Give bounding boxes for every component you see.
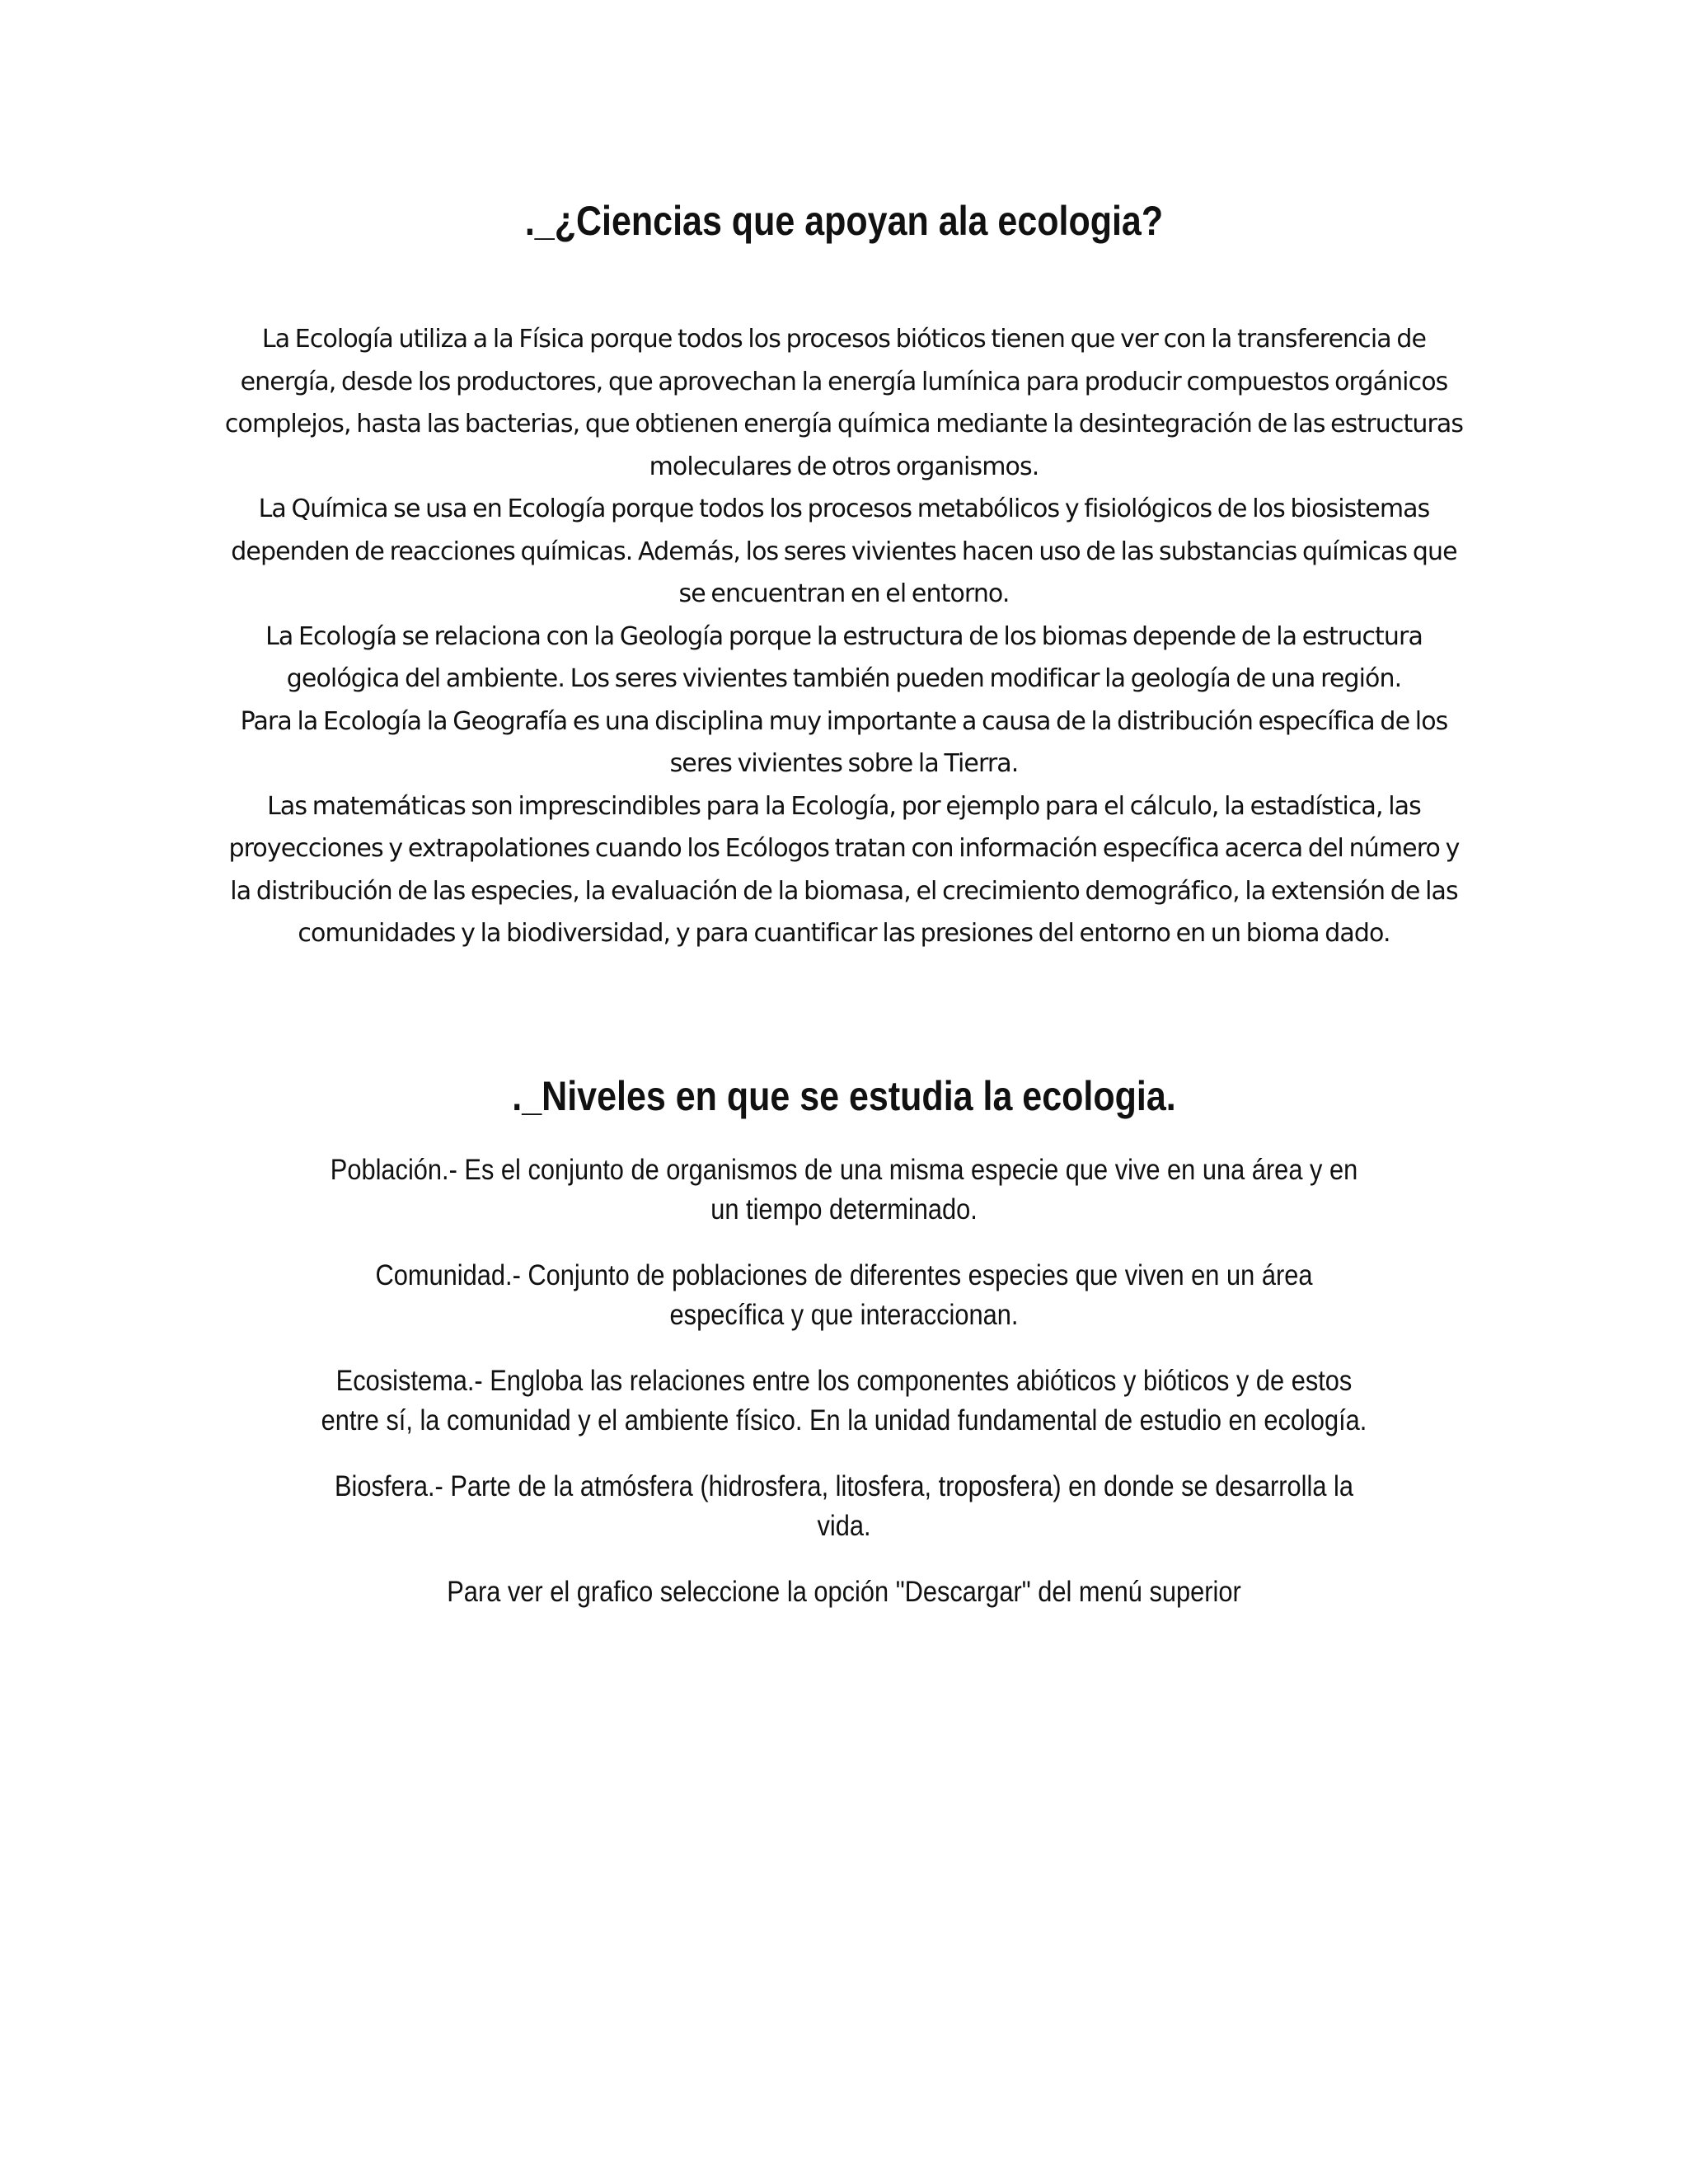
paragraph-chemistry: La Química se usa en Ecología porque todos los procesos metabólicos y fisiológicos de los biosistemas dependen de reacciones químicas. Además, los seres vivientes hacen uso de las substancias químicas que se encuentran en el entorno. xyxy=(231,494,1457,608)
paragraph-mathematics: Las matemáticas son imprescindibles para la Ecología, por ejemplo para el cálculo, la estadística, las proyecciones y extrapolationes cuando los Ecólogos tratan con información específica acerca del número y la distribución de las especies, la evaluación de la biomasa, el crecimiento demográfico, la extensión de las comunidades y la biodiversidad, y para cuantificar las presiones del entorno en un bioma dado. xyxy=(228,791,1460,948)
paragraph-biosphere: Biosfera.- Parte de la atmósfera (hidrosfera, litosfera, troposfera) en donde se desarrolla la vida. xyxy=(334,1470,1354,1542)
heading-container xyxy=(223,1071,1465,1121)
paragraph-geography: Para la Ecología la Geografía es una disciplina muy importante a causa de la distribución específica de los seres vivientes sobre la Tierra. xyxy=(240,706,1448,778)
paragraph-community: Comunidad.- Conjunto de poblaciones de diferentes especies que viven en un área específica y que interaccionan. xyxy=(375,1259,1313,1331)
section-heading-levels: ._Niveles en que se estudia la ecologia. xyxy=(512,1073,1176,1119)
paragraph-ecosystem: Ecosistema.- Engloba las relaciones entre los componentes abióticos y bióticos y de estos entre sí, la comunidad y el ambiente físico. En la unidad fundamental de estudio en ecología. xyxy=(321,1365,1367,1436)
paragraph-geology: La Ecología se relaciona con la Geología porque la estructura de los biomas depende de la estructura geológica del ambiente. Los seres vivientes también pueden modificar la geología de una región. xyxy=(265,621,1423,693)
paragraph-population: Población.- Es el conjunto de organismos de una misma especie que vive en una área y en un tiempo determinado. xyxy=(330,1154,1358,1226)
heading-container xyxy=(223,196,1465,246)
sciences-section xyxy=(223,318,1465,955)
levels-section xyxy=(247,1151,1441,1638)
paragraph-download-note: Para ver el grafico seleccione la opción "Descargar" del menú superior xyxy=(447,1576,1241,1608)
section-heading-sciences: ._¿Ciencias que apoyan ala ecologia? xyxy=(524,198,1164,244)
paragraph-physics: La Ecología utiliza a la Física porque todos los procesos bióticos tienen que ver con la transferencia de energía, desde los productores, que aprovechan la energía lumínica para producir compuestos orgánicos complejos, hasta las bacterias, que obtienen energía química mediante la desintegración de las estructuras moleculares de otros organismos. xyxy=(224,325,1464,481)
